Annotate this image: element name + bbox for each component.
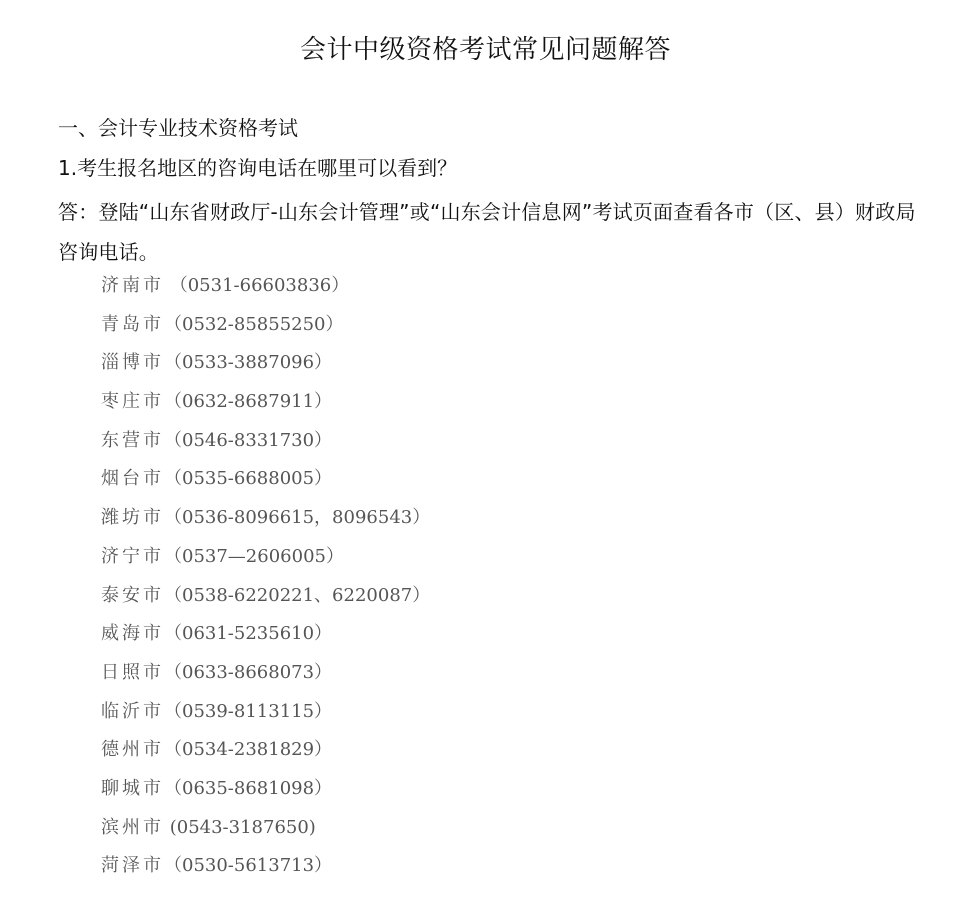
city-name: 济南市: [101, 275, 164, 296]
contact-item: [101, 422, 430, 461]
city-name: 菏泽市: [101, 855, 164, 877]
city-name: 德州市: [101, 739, 164, 761]
phone-number: （0538-6220221、6220087）: [164, 584, 431, 606]
contact-item: [101, 577, 430, 616]
contact-item: [101, 344, 430, 383]
phone-number: (0543-3187650): [164, 816, 316, 838]
phone-number: （0546-8331730）: [164, 429, 333, 451]
city-name: 泰安市: [101, 584, 164, 606]
city-name: 枣庄市: [101, 391, 164, 413]
faq-answer: 答：登陆“山东省财政厅-山东会计管理”或“山东会计信息网”考试页面查看各市（区、县）财政局咨询电话。: [58, 200, 916, 264]
contact-item: [101, 693, 430, 732]
phone-number: （0631-5235610）: [164, 623, 333, 645]
contact-item: [101, 615, 430, 654]
city-name: 威海市: [101, 623, 164, 645]
contact-item: [101, 267, 430, 306]
phone-number: （0632-8687911）: [164, 391, 333, 413]
contact-item: [101, 770, 430, 809]
phone-number: （0536-8096615，8096543）: [164, 507, 431, 529]
contact-item: [101, 383, 430, 422]
faq-question: 1.考生报名地区的咨询电话在哪里可以看到？: [58, 156, 458, 180]
section-heading: 一、会计专业技术资格考试: [58, 116, 298, 140]
phone-number: （0532-85855250）: [164, 313, 344, 335]
contact-item: [101, 731, 430, 770]
phone-number: （0537—2606005）: [164, 545, 344, 567]
contact-item: [101, 538, 430, 577]
city-name: 青岛市: [101, 313, 164, 335]
page-title: 会计中级资格考试常见问题解答: [299, 35, 671, 65]
city-name: 济宁市: [101, 545, 164, 567]
phone-number: （0534-2381829）: [164, 739, 333, 761]
phone-number: （0531-66603836）: [164, 275, 350, 296]
phone-number: （0533-3887096）: [164, 352, 333, 374]
phone-number: （0539-8113115）: [164, 700, 333, 722]
phone-number: （0635-8681098）: [164, 777, 333, 799]
city-name: 淄博市: [101, 352, 164, 374]
city-name: 临沂市: [101, 700, 164, 722]
city-name: 日照市: [101, 661, 164, 683]
phone-number: （0530-5613713）: [164, 855, 333, 877]
contact-item: [101, 847, 430, 886]
contact-item: [101, 306, 430, 345]
phone-number: （0633-8668073）: [164, 661, 333, 683]
contact-phone-list: [101, 267, 430, 886]
city-name: 东营市: [101, 429, 164, 451]
city-name: 聊城市: [101, 777, 164, 799]
city-name: 滨州市: [101, 816, 164, 838]
city-name: 烟台市: [101, 468, 164, 490]
contact-item: [101, 460, 430, 499]
contact-item: [101, 499, 430, 538]
contact-item: [101, 654, 430, 693]
contact-item: [101, 809, 430, 848]
city-name: 潍坊市: [101, 507, 164, 529]
phone-number: （0535-6688005）: [164, 468, 333, 490]
